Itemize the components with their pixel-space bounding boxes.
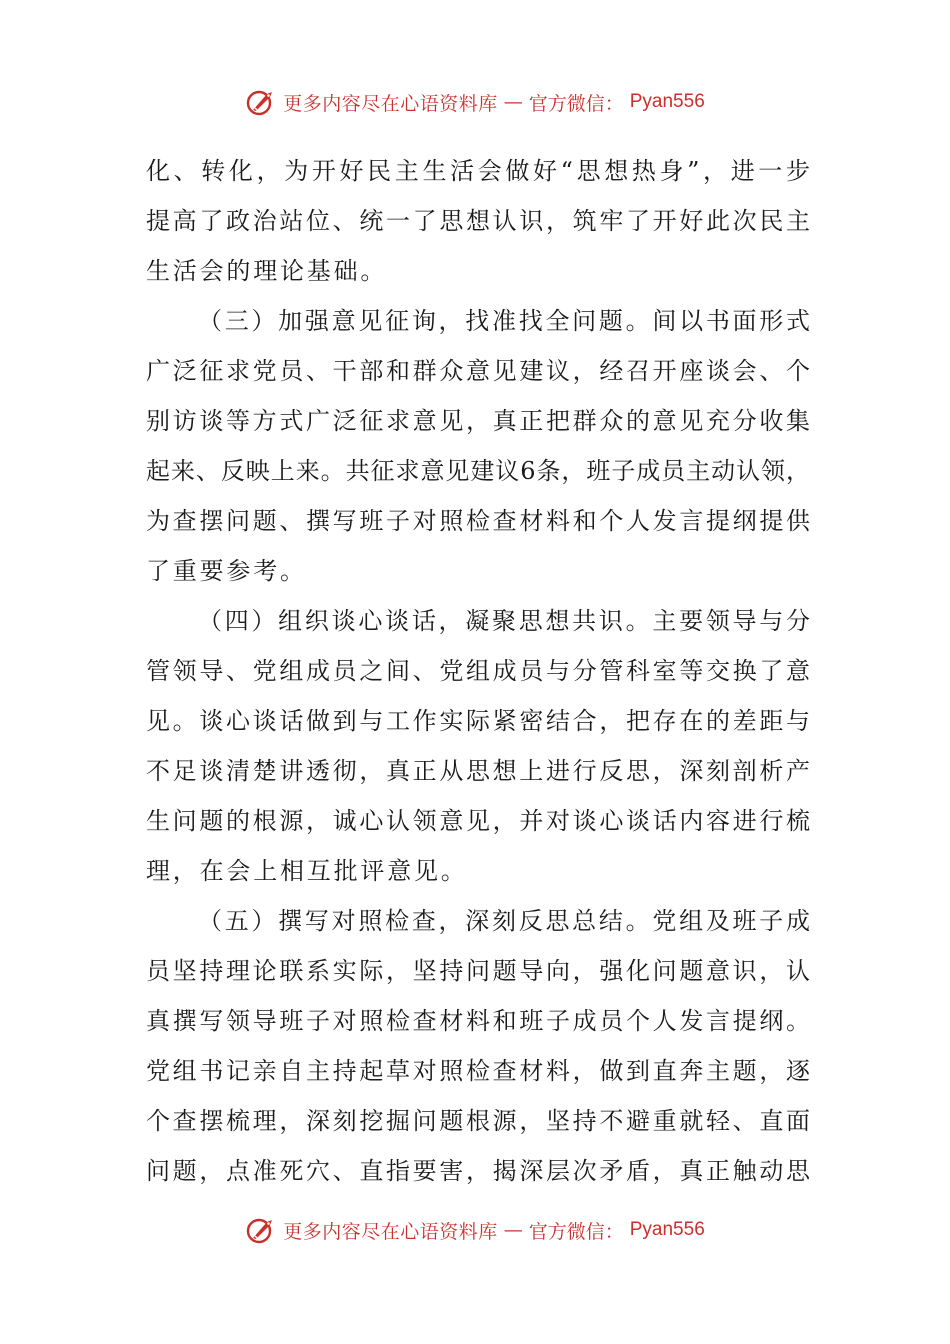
footer-watermark	[0, 1210, 950, 1250]
watermark-wechat-label: 官方微信：	[528, 1220, 624, 1243]
body-line: 化、转化，为开好民主生活会做好“思想热身”，进一步	[146, 157, 810, 185]
pen-nib-logo-icon	[245, 86, 277, 118]
watermark-site-name: 更多内容尽在心语资料库	[283, 1220, 498, 1243]
body-line: 理，在会上相互批评意见。	[146, 857, 468, 885]
watermark-wechat-id: Pyan556	[629, 91, 705, 112]
body-line: 不足谈清楚讲透彻，真正从思想上进行反思，深刻剖析产	[146, 757, 810, 785]
watermark-site-name: 更多内容尽在心语资料库	[283, 92, 498, 115]
watermark-wechat-id: Pyan556	[629, 1219, 705, 1240]
body-line: 为查摆问题、撰写班子对照检查材料和个人发言提纲提供	[146, 507, 810, 535]
paragraph-heading-line: （五）撰写对照检查，深刻反思总结。党组及班子成	[198, 907, 810, 935]
body-line: 别访谈等方式广泛征求意见，真正把群众的意见充分收集	[146, 407, 810, 435]
body-line: 问题，点准死穴、直指要害，揭深层次矛盾，真正触动思	[146, 1157, 810, 1185]
watermark-wechat-label: 官方微信：	[528, 92, 624, 115]
body-line: 真撰写领导班子对照检查材料和班子成员个人发言提纲。	[146, 1007, 810, 1035]
watermark-dash: —	[503, 1219, 523, 1241]
document-body	[146, 146, 810, 1196]
body-line: 员坚持理论联系实际，坚持问题导向，强化问题意识，认	[146, 957, 810, 985]
paragraph-heading-line: （四）组织谈心谈话，凝聚思想共识。主要领导与分	[198, 607, 810, 635]
watermark-dash: —	[503, 91, 523, 113]
body-line: 提高了政治站位、统一了思想认识，筑牢了开好此次民主	[146, 207, 810, 235]
header-watermark	[0, 82, 950, 122]
body-line: 生活会的理论基础。	[146, 257, 388, 285]
body-line: 起来、反映上来。共征求意见建议6条，班子成员主动认领，	[146, 457, 810, 485]
body-line: 管领导、党组成员之间、党组成员与分管科室等交换了意	[146, 657, 810, 685]
body-line: 广泛征求党员、干部和群众意见建议，经召开座谈会、个	[146, 357, 810, 385]
body-line: 党组书记亲自主持起草对照检查材料，做到直奔主题，逐	[146, 1057, 810, 1085]
body-line: 个查摆梳理，深刻挖掘问题根源，坚持不避重就轻、直面	[146, 1107, 810, 1135]
paragraph-heading-line: （三）加强意见征询，找准找全问题。间以书面形式	[198, 307, 810, 335]
pen-nib-logo-icon	[245, 1214, 277, 1246]
body-line: 了重要参考。	[146, 557, 307, 585]
body-line: 见。谈心谈话做到与工作实际紧密结合，把存在的差距与	[146, 707, 810, 735]
body-line: 生问题的根源，诚心认领意见，并对谈心谈话内容进行梳	[146, 807, 810, 835]
